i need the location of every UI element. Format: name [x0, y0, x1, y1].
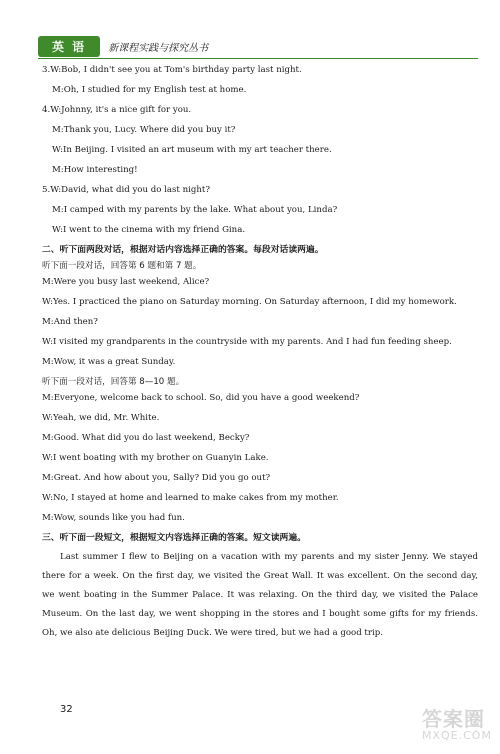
dialog-line: M:Were you busy last weekend, Alice? [42, 277, 210, 287]
dialog-line: W:I went boating with my brother on Guanyin Lake. [42, 453, 269, 463]
section-heading: 三、听下面一段短文，根据短文内容选择正确的答案。短文读两遍。 [42, 533, 306, 543]
dialog-line: W:I went to the cinema with my friend Gina. [52, 225, 246, 235]
page-content [42, 64, 478, 643]
watermark-text: 答案圈 [422, 707, 485, 731]
dialog-line: 3.W:Bob, I didn't see you at Tom's birthday party last night. [42, 65, 302, 75]
page-number: 32 [60, 704, 73, 715]
watermark-url: MXQE.COM [422, 729, 492, 742]
dialog-line: M:Oh, I studied for my English test at home. [52, 85, 247, 95]
subject-tag: 英 语 [38, 36, 100, 57]
dialog-line: 5.W:David, what did you do last night? [42, 185, 210, 195]
instruction-line: 听下面一段对话，回答第 8—10 题。 [42, 377, 185, 387]
dialog-line: M:Great. And how about you, Sally? Did you go out? [42, 473, 271, 483]
watermark-logo [422, 708, 492, 748]
instruction-line: 听下面一段对话，回答第 6 题和第 7 题。 [42, 261, 202, 271]
dialog-line: M:Good. What did you do last weekend, Becky? [42, 433, 250, 443]
dialog-line: M:How interesting! [52, 165, 138, 175]
section-heading: 二、听下面两段对话，根据对话内容选择正确的答案。每段对话读两遍。 [42, 245, 324, 255]
dialog-line: M:Wow, sounds like you had fun. [42, 513, 185, 523]
header-rule [38, 58, 478, 59]
listening-passage: Last summer I flew to Beijing on a vacation with my parents and my sister Jenny. We stayed there for a week. On the first day, we visited the Great Wall. It was excellent. On the second day, we went boating in the Summer Palace. It was relaxing. On the third day, we visited the Palace Museum. On the last day, we went shopping in the stores and I bought some gifts for my friends. Oh, we also ate delicious Beijing Duck. We were tired, but we had a good trip. [42, 552, 478, 638]
dialog-line: W:Yeah, we did, Mr. White. [42, 413, 160, 423]
dialog-line: M:And then? [42, 317, 98, 327]
dialog-line: W:Yes. I practiced the piano on Saturday morning. On Saturday afternoon, I did my homework. [42, 297, 457, 307]
dialog-line: 4.W:Johnny, it's a nice gift for you. [42, 105, 192, 115]
dialog-line: M:Thank you, Lucy. Where did you buy it? [52, 125, 236, 135]
dialog-line: W:No, I stayed at home and learned to make cakes from my mother. [42, 493, 339, 503]
series-title: 新课程实践与探究丛书 [108, 42, 209, 54]
dialog-line: W:I visited my grandparents in the countryside with my parents. And I had fun feeding sheep. [42, 337, 452, 347]
dialog-line: M:Wow, it was a great Sunday. [42, 357, 176, 367]
dialog-line: M:Everyone, welcome back to school. So, did you have a good weekend? [42, 393, 360, 403]
dialog-line: W:In Beijing. I visited an art museum with my art teacher there. [52, 145, 332, 155]
page-header [38, 36, 478, 56]
transcript-lines [42, 64, 478, 544]
dialog-line: M:I camped with my parents by the lake. What about you, Linda? [52, 205, 338, 215]
